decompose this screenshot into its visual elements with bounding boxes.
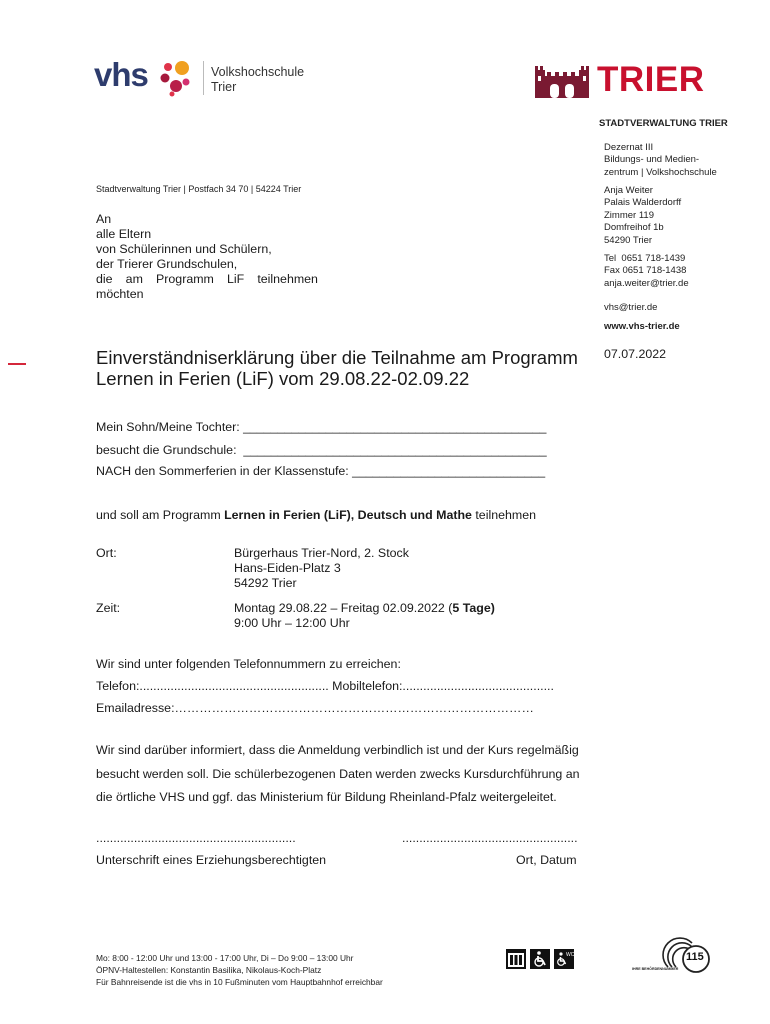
program-post: teilnehmen xyxy=(471,508,536,522)
phone-field[interactable]: Telefon:....................................................... Mobiltelefon:............................................ xyxy=(96,679,554,693)
recipient-word: teilnehmen xyxy=(257,272,318,286)
sender-line: Stadtverwaltung Trier | Postfach 34 70 | 54224 Trier xyxy=(96,184,302,194)
recipient-line-1: An xyxy=(96,212,112,226)
accessibility-icons xyxy=(506,949,576,971)
ort-value xyxy=(234,546,534,591)
contact-address-4: 54290 Trier xyxy=(604,234,653,246)
vhs-divider xyxy=(203,61,204,95)
contact-name: Anja Weiter xyxy=(604,185,653,196)
phone-intro: Wir sind unter folgenden Telefonnummern zu erreichen: xyxy=(96,657,401,671)
notice-line-2: besucht werden soll. Die schülerbezogenen Daten werden zwecks Kursdurchführung an xyxy=(96,767,580,781)
porta-nigra-icon xyxy=(535,62,589,98)
contact-tel: Tel 0651 718-1439 xyxy=(604,253,686,264)
recipient-word: die xyxy=(96,272,113,286)
document-title xyxy=(96,347,586,389)
recipient-line-4: der Trierer Grundschulen, xyxy=(96,257,238,271)
signature-dots[interactable]: .......................................................... xyxy=(96,831,296,845)
contact-department xyxy=(604,142,764,179)
zeit-days: 5 Tage) xyxy=(452,601,495,615)
stadtverwaltung-header: STADTVERWALTUNG TRIER xyxy=(599,118,728,129)
recipient-word: Programm xyxy=(156,272,214,286)
contact-website[interactable]: www.vhs-trier.de xyxy=(604,321,680,332)
footer-transit: ÖPNV-Haltestellen: Konstantin Basilika, Nikolaus-Koch-Platz xyxy=(96,965,322,975)
fold-mark xyxy=(8,363,26,365)
program-pre: und soll am Programm xyxy=(96,508,225,522)
vhs-subtitle-1: Volkshochschule xyxy=(211,65,305,79)
footer-train: Für Bahnreisende ist die vhs in 10 Fußminuten vom Hauptbahnhof erreichbar xyxy=(96,977,383,987)
115-number: 115 xyxy=(686,951,704,963)
recipient-block xyxy=(96,212,318,302)
title-line-1: Einverständniserklärung über die Teilnahme am Programm xyxy=(96,347,578,368)
contact-person xyxy=(604,185,764,247)
department-line-2: zentrum | Volkshochschule xyxy=(604,166,717,178)
footer-hours: Mo: 8:00 - 12:00 Uhr und 13:00 - 17:00 Uhr, Di – Do 9:00 – 13:00 Uhr xyxy=(96,953,354,963)
letter-date: 07.07.2022 xyxy=(604,347,667,361)
zeit-dates: Montag 29.08.22 – Freitag 02.09.2022 ( xyxy=(234,601,453,615)
zeit-line-2: 9:00 Uhr – 12:00 Uhr xyxy=(234,616,350,630)
accessible-wc-icon xyxy=(554,949,574,969)
grade-field[interactable]: NACH den Sommerferien in der Klassenstufe: ____________________________ xyxy=(96,464,546,478)
zeit-value xyxy=(234,601,564,631)
dezernat: Dezernat III xyxy=(604,142,654,153)
contact-vhs-email[interactable]: vhs@trier.de xyxy=(604,302,658,313)
contact-fax: Fax 0651 718-1438 xyxy=(604,265,687,277)
ort-line-3: 54292 Trier xyxy=(234,576,297,590)
department-line-1: Bildungs- und Medien- xyxy=(604,154,700,166)
115-caption: IHRE BEHÖRDENNUMMER xyxy=(632,967,679,971)
footer-text xyxy=(96,952,383,988)
date-dots[interactable]: ................................................... xyxy=(402,831,578,845)
ort-line-2: Hans-Eiden-Platz 3 xyxy=(234,561,341,575)
behoerdennummer-115-logo xyxy=(632,937,716,975)
vhs-logo xyxy=(94,56,309,100)
ort-label: Ort: xyxy=(96,546,117,560)
title-line-2: Lernen in Ferien (LiF) vom 29.08.22-02.09.22 xyxy=(96,368,470,389)
wheelchair-icon xyxy=(530,949,550,969)
recipient-line-5 xyxy=(96,272,318,287)
recipient-word: am xyxy=(125,272,143,286)
place-date-label: Ort, Datum xyxy=(516,853,577,867)
school-field[interactable]: besucht die Grundschule: ____________________________________________ xyxy=(96,443,547,457)
program-name: Lernen in Ferien (LiF), Deutsch und Mathe xyxy=(224,508,472,522)
wc-label: WC xyxy=(566,952,574,958)
recipient-line-3: von Schülerinnen und Schülern, xyxy=(96,242,272,256)
recipient-line-2: alle Eltern xyxy=(96,227,152,241)
notice-line-1: Wir sind darüber informiert, dass die Anmeldung verbindlich ist und der Kurs regelmäßig xyxy=(96,743,579,757)
contact-address-2: Zimmer 119 xyxy=(604,209,654,221)
notice-line-3: die örtliche VHS und ggf. das Ministerium für Bildung Rheinland-Pfalz weitergeleitet. xyxy=(96,790,557,804)
elevator-icon xyxy=(506,949,526,969)
program-line xyxy=(96,508,536,523)
email-field[interactable]: Emailadresse:…………………………………………………………………………… xyxy=(96,701,534,715)
recipient-line-6: möchten xyxy=(96,287,144,301)
contact-address-3: Domfreihof 1b xyxy=(604,222,664,234)
vhs-wordmark: vhs xyxy=(94,56,148,93)
child-name-field[interactable]: Mein Sohn/Meine Tochter: ____________________________________________ xyxy=(96,420,547,434)
contact-email[interactable]: anja.weiter@trier.de xyxy=(604,277,689,289)
vhs-dots-icon xyxy=(156,58,198,98)
contact-address-1: Palais Walderdorff xyxy=(604,197,682,209)
ort-line-1: Bürgerhaus Trier-Nord, 2. Stock xyxy=(234,546,409,560)
signature-label: Unterschrift eines Erziehungsberechtigten xyxy=(96,853,327,867)
trier-wordmark: TRIER xyxy=(597,60,705,99)
vhs-subtitle-2: Trier xyxy=(211,80,237,94)
recipient-word: LiF xyxy=(226,272,245,286)
zeit-label: Zeit: xyxy=(96,601,121,615)
contact-phone xyxy=(604,253,764,290)
zeit-line-1 xyxy=(234,601,564,616)
trier-logo xyxy=(535,60,725,100)
